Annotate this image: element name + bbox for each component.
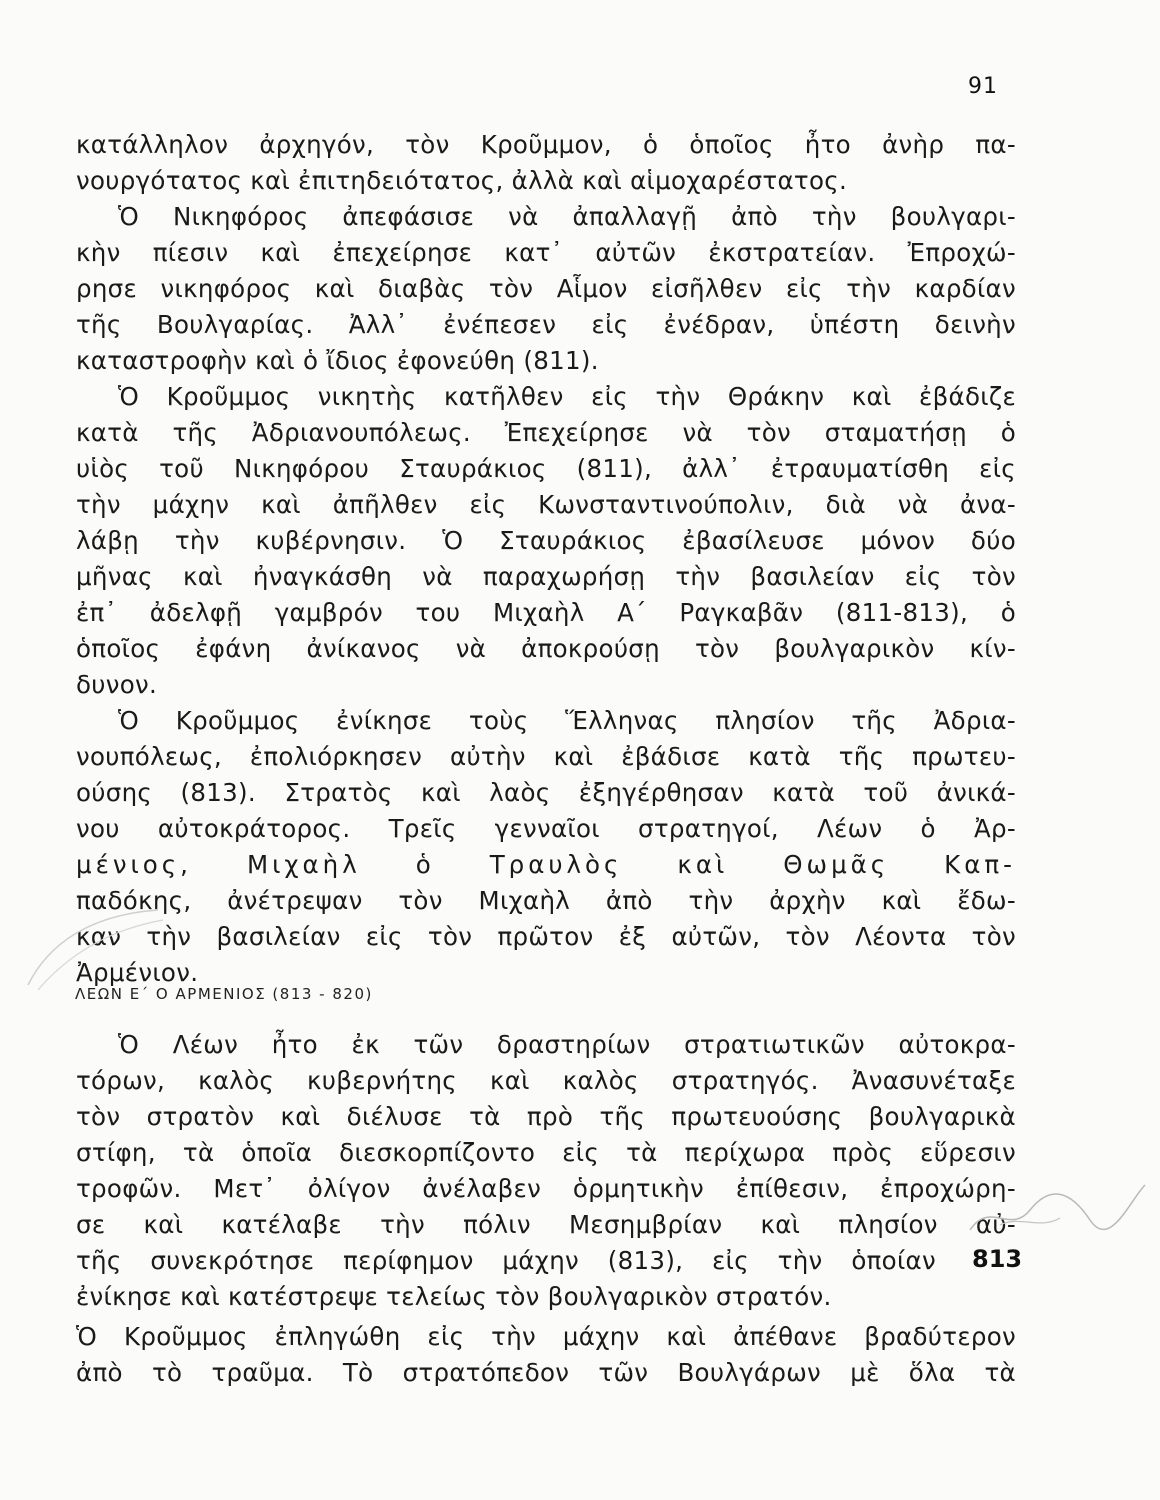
text-line: κατάλληλον ἀρχηγόν, τὸν Κροῦμμον, ὁ ὁποῖος ἦτο ἀνὴρ πα- [76,130,1016,159]
text-line: νουργότατος καὶ ἐπιτηδειότατος, ἀλλὰ καὶ αἱμοχαρέστατος. [76,166,848,195]
page-number: 91 [968,74,998,99]
pencil-mark-icon [18,905,168,995]
text-line: σε καὶ κατέλαβε τὴν πόλιν Μεσημβρίαν καὶ πλησίον αὐ- [76,1210,1016,1239]
text-line: ούσης (813). Στρατὸς καὶ λαὸς ἐξηγέρθησαν κατὰ τοῦ ἀνικά- [76,778,1016,807]
section-heading: ΛΕΩΝ Ε΄ Ο ΑΡΜΕΝΙΟΣ (813 - 820) [75,985,373,1003]
text-line: νουπόλεως, ἐπολιόρκησεν αὐτὴν καὶ ἐβάδισε κατὰ τῆς πρωτευ- [76,742,1016,771]
text-line: καταστροφὴν καὶ ὁ ἴδιος ἐφονεύθη (811). [76,346,599,375]
text-line: καν τὴν βασιλείαν εἰς τὸν πρῶτον ἐξ αὐτῶν, τὸν Λέοντα τὸν [76,922,1016,951]
text-line: τόρων, καλὸς κυβερνήτης καὶ καλὸς στρατηγός. Ἀνασυνέταξε [76,1066,1016,1095]
text-line: τῆς Βουλγαρίας. Ἀλλ᾽ ἐνέπεσεν εἰς ἐνέδραν, ὑπέστη δεινὴν [76,310,1016,339]
text-line: παδόκης, ἀνέτρεψαν τὸν Μιχαὴλ ἀπὸ τὴν ἀρχὴν καὶ ἔδω- [76,886,1016,915]
text-line: ἀπὸ τὸ τραῦμα. Τὸ στρατόπεδον τῶν Βουλγάρων μὲ ὅλα τὰ [76,1358,1016,1387]
text-line: λάβῃ τὴν κυβέρνησιν. Ὁ Σταυράκιος ἐβασίλευσε μόνον δύο [76,526,1016,555]
text-line: δυνον. [76,670,158,699]
text-line: Ὁ Κροῦμμος νικητὴς κατῆλθεν εἰς τὴν Θράκην καὶ ἐβάδιζε [118,382,1016,411]
text-line: ἐνίκησε καὶ κατέστρεψε τελείως τὸν βουλγαρικὸν στρατόν. [76,1282,832,1311]
text-line: κατὰ τῆς Ἀδριανουπόλεως. Ἐπεχείρησε νὰ τὸν σταματήσῃ ὁ [76,418,1016,447]
handwritten-annotation-icon [960,1180,1150,1240]
text-line: Ὁ Λέων ἦτο ἐκ τῶν δραστηρίων στρατιωτικῶν αὐτοκρα- [118,1030,1016,1059]
text-line: νου αὐτοκράτορος. Τρεῖς γενναῖοι στρατηγοί, Λέων ὁ Ἀρ- [76,814,1016,843]
text-line: ὁποῖος ἐφάνη ἀνίκανος νὰ ἀποκρούσῃ τὸν βουλγαρικὸν κίν- [76,634,1016,663]
text-line: στίφη, τὰ ὁποῖα διεσκορπίζοντο εἰς τὰ περίχωρα πρὸς εὕρεσιν [76,1138,1016,1167]
text-line: μῆνας καὶ ἠναγκάσθη νὰ παραχωρήσῃ τὴν βασιλείαν εἰς τὸν [76,562,1016,591]
text-line: τὸν στρατὸν καὶ διέλυσε τὰ πρὸ τῆς πρωτευούσης βουλγαρικὰ [76,1102,1016,1131]
text-line: Ὁ Κροῦμμος ἐνίκησε τοὺς Ἕλληνας πλησίον τῆς Ἀδρια- [118,706,1016,735]
text-line: Ἀρμένιον. [76,958,199,987]
text-line: ρησε νικηφόρος καὶ διαβὰς τὸν Αἷμον εἰσῆλθεν εἰς τὴν καρδίαν [76,274,1016,303]
text-line: μένιος, Μιχαὴλ ὁ Τραυλὸς καὶ Θωμᾶς Καπ- [76,850,1016,879]
text-line: Ὁ Νικηφόρος ἀπεφάσισε νὰ ἀπαλλαγῇ ἀπὸ τὴν βουλγαρι- [118,202,1016,231]
text-line: ἐπ᾽ ἀδελφῇ γαμβρόν του Μιχαὴλ Α΄ Ραγκαβᾶν (811-813), ὁ [76,598,1016,627]
text-line: τὴν μάχην καὶ ἀπῆλθεν εἰς Κωνσταντινούπολιν, διὰ νὰ ἀνα- [76,490,1016,519]
text-line: τροφῶν. Μετ᾽ ὀλίγον ἀνέλαβεν ὁρμητικὴν ἐπίθεσιν, ἐπροχώρη- [76,1174,1016,1203]
margin-year-note: 813 [972,1245,1023,1273]
text-line: τῆς συνεκρότησε περίφημον μάχην (813), εἰς τὴν ὁποίαν [76,1246,936,1275]
text-line: Ὁ Κροῦμμος ἐπληγώθη εἰς τὴν μάχην καὶ ἀπέθανε βραδύτερον [76,1322,1016,1351]
text-line: κὴν πίεσιν καὶ ἐπεχείρησε κατ᾽ αὐτῶν ἐκστρατείαν. Ἐπροχώ- [76,238,1016,267]
text-line: υἱὸς τοῦ Νικηφόρου Σταυράκιος (811), ἀλλ᾽ ἐτραυματίσθη εἰς [76,454,1016,483]
